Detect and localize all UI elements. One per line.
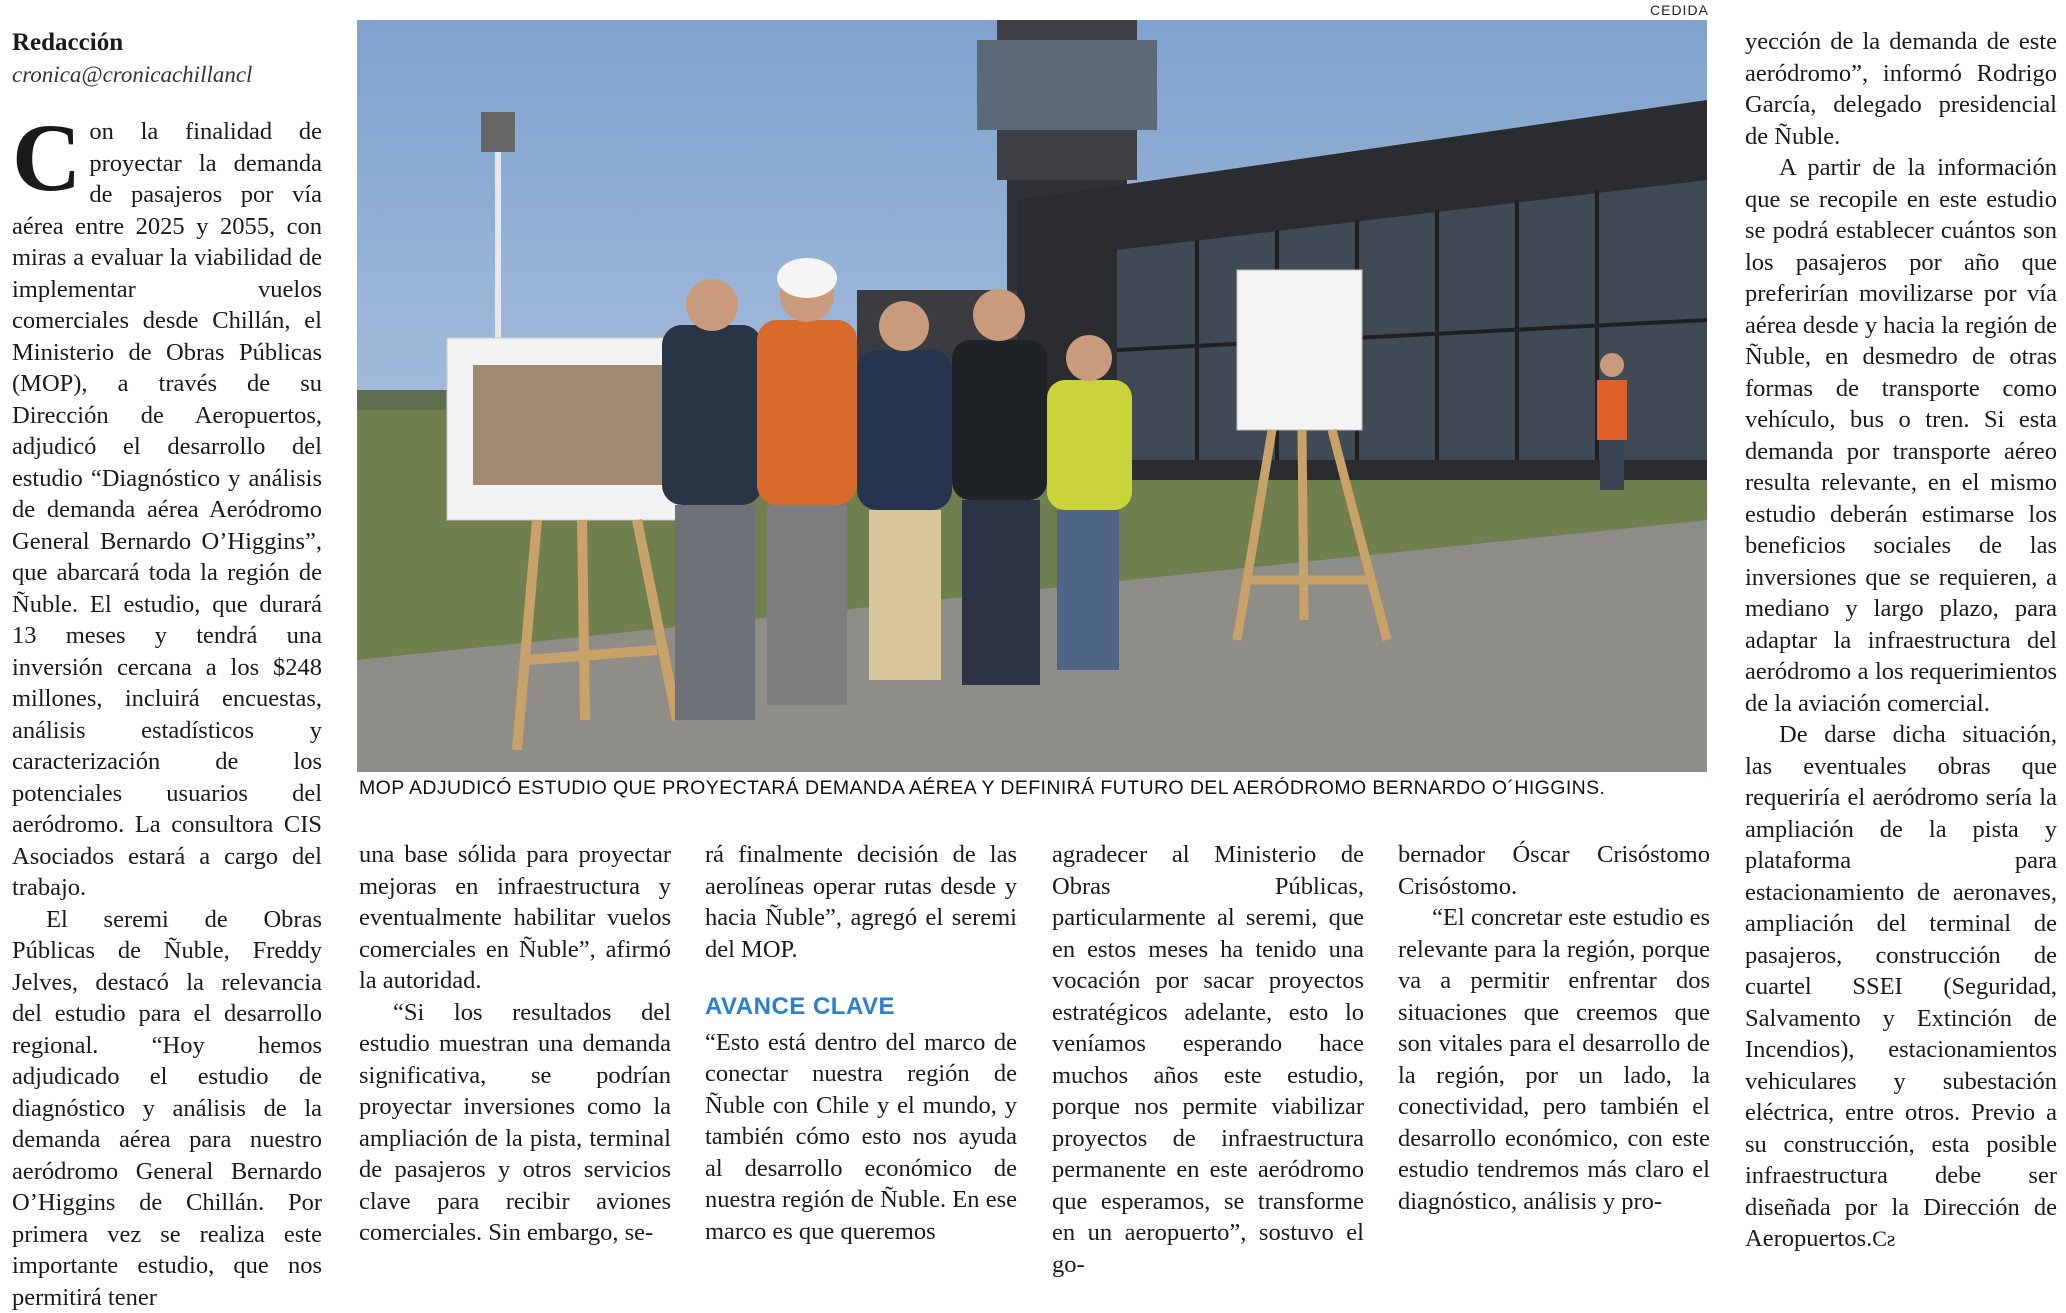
article-column-5 <box>1398 839 1710 1217</box>
paragraph: “Si los resultados del estudio muestran una demanda significativa, se podrían proyectar inversiones como la ampliación de la pista, terminal de pasajeros y otros servicios clave para recibir aviones comerciales. Sin embargo, se- <box>359 997 671 1249</box>
paragraph: A partir de la información que se recopile en este estudio se podrá establecer cuántos son los pasajeros por año que preferirían movilizarse por vía aérea desde y hacia la región de Ñuble, en desmedro de otras formas de transporte como vehículo, bus o tren. Si esta demanda por transporte aéreo resulta relevante, en el mismo estudio deberán estimarse los beneficios sociales de las inversiones que se requieren, a mediano y largo plazo, para adaptar la infraestructura del aeródromo a los requerimientos de la aviación comercial. <box>1745 152 2057 719</box>
paragraph <box>1745 719 2057 1255</box>
byline-author: Redacción <box>12 26 322 60</box>
byline-email[interactable]: cronica@cronicachillancl <box>12 60 322 90</box>
paragraph: “El concretar este estudio es relevante para la región, porque va a permitir enfrentar dos situaciones que creemos que son vitales para el desarrollo de la región, por un lado, la conectividad, pero también el desarrollo económico, con este estudio tendremos más claro el diagnóstico, análisis y pro- <box>1398 902 1710 1217</box>
photo-caption: MOP ADJUDICÓ ESTUDIO QUE PROYECTARÁ DEMANDA AÉREA Y DEFINIRÁ FUTURO DEL AERÓDROMO BERNARDO O´HIGGINS. <box>359 777 1699 800</box>
paragraph: rá finalmente decisión de las aerolíneas operar rutas desde y hacia Ñuble”, agregó el seremi del MOP. <box>705 839 1017 965</box>
paragraph: una base sólida para proyectar mejoras en infraestructura y eventualmente habilitar vuelos comerciales en Ñuble”, afirmó la autoridad. <box>359 839 671 997</box>
article-column-3 <box>705 839 1017 1247</box>
paragraph: El seremi de Obras Públicas de Ñuble, Freddy Jelves, destacó la relevancia del estudio para el desarrollo regional. “Hoy hemos adjudicado el estudio de diagnóstico y análisis de la demanda aérea para nuestro aeródromo General Bernardo O’Higgins de Chillán. Por primera vez se realiza este importante estudio, que nos permitirá tener <box>12 904 322 1313</box>
section-subhead: AVANCE CLAVE <box>705 991 1017 1023</box>
drop-cap: C <box>12 120 81 196</box>
airport-photo-illustration <box>357 20 1707 772</box>
lead-paragraph <box>12 116 322 904</box>
end-mark-icon: Cƨ <box>1872 1226 1895 1251</box>
lead-text: on la finalidad de proyectar la demanda de pasajeros por vía aérea entre 2025 y 2055, con miras a evaluar la viabilidad de implementar vuelos comerciales desde Chillán, el Ministerio de Obras Públicas (MOP), a través de su Dirección de Aeropuertos, adjudicó el desarrollo del estudio “Diagnóstico y análisis de demanda aérea Aeródromo General Bernardo O’Higgins”, que abarcará toda la región de Ñuble. El estudio, que durará 13 meses y tendrá una inversión cercana a los $248 millones, incluirá encuestas, análisis estadísticos y caracterización de los potenciales usuarios del aeródromo. La consultora CIS Asociados estará a cargo del trabajo. <box>12 118 322 901</box>
article-photo <box>357 20 1707 772</box>
paragraph: bernador Óscar Crisóstomo Crisóstomo. <box>1398 839 1710 902</box>
paragraph: “Esto está dentro del marco de conectar nuestra región de Ñuble con Chile y el mundo, y también cómo esto nos ayuda al desarrollo económico de nuestra región de Ñuble. En ese marco es que queremos <box>705 1027 1017 1248</box>
article-column-1 <box>12 26 322 1313</box>
article-column-2 <box>359 839 671 1249</box>
paragraph: yección de la demanda de este aeródromo”, informó Rodrigo García, delegado presidencial de Ñuble. <box>1745 26 2057 152</box>
closing-text: De darse dicha situación, las eventuales obras que requeriría el aeródromo sería la ampliación de la pista y plataforma para estacionamiento de aeronaves, ampliación del terminal de pasajeros, construcción de cuartel SSEI (Seguridad, Salvamento y Extinción de Incendios), estacionamientos vehiculares y subestación eléctrica, entre otros. Previo a su construcción, esta posible infraestructura debe ser diseñada por la Dirección de Aeropuertos. <box>1745 721 2057 1252</box>
article-column-4 <box>1052 839 1364 1280</box>
article-column-6 <box>1745 26 2057 1255</box>
paragraph: agradecer al Ministerio de Obras Públicas, particularmente al seremi, que en estos meses ha tenido una vocación por sacar proyectos estratégicos adelante, esto lo veníamos esperando hace muchos años este estudio, porque nos permite viabilizar proyectos de infraestructura permanente en este aeródromo que esperamos, se transforme en un aeropuerto”, sostuvo el go- <box>1052 839 1364 1280</box>
photo-credit: CEDIDA <box>1650 2 1709 18</box>
